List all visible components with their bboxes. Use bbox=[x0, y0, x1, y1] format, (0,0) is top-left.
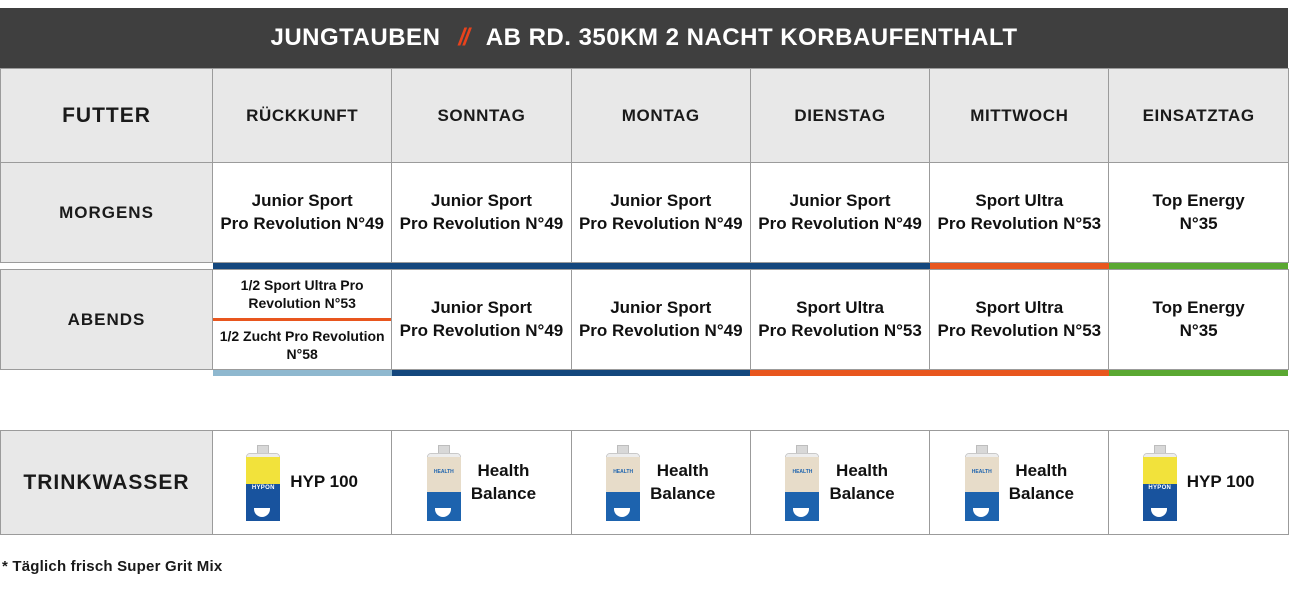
cell-abends-dienstag bbox=[750, 270, 929, 370]
product-line1: Top Energy bbox=[1152, 297, 1245, 317]
cell-abends-mittwoch bbox=[930, 270, 1109, 370]
product-line1: Junior Sport bbox=[610, 190, 712, 210]
water-product-line1: Health bbox=[836, 461, 889, 481]
product-name bbox=[572, 190, 750, 236]
column-header-futter: FUTTER bbox=[1, 69, 213, 163]
water-cell-inner bbox=[751, 431, 929, 534]
cell-abends-sonntag bbox=[392, 270, 571, 370]
cell-water-rueckkunft bbox=[213, 431, 392, 535]
product-name bbox=[392, 297, 570, 343]
bar-top-dienstag bbox=[750, 263, 929, 270]
page-header bbox=[0, 8, 1288, 68]
product-line1: Sport Ultra bbox=[975, 297, 1064, 317]
bar-spacer bbox=[1, 263, 213, 270]
water-table bbox=[0, 430, 1289, 535]
product-line2: Pro Revolution N°58 bbox=[285, 328, 385, 363]
row-label-morgens: MORGENS bbox=[1, 163, 213, 263]
bar-bottom-dienstag bbox=[750, 370, 929, 377]
column-header-rueckkunft: RÜCKKUNFT bbox=[213, 69, 392, 163]
table-row-morgens bbox=[1, 163, 1289, 263]
cell-morgens-mittwoch bbox=[930, 163, 1109, 263]
cell-morgens-dienstag bbox=[750, 163, 929, 263]
cell-water-einsatztag bbox=[1109, 431, 1288, 535]
product-name bbox=[213, 327, 391, 363]
water-product-line1: HYP 100 bbox=[290, 472, 359, 492]
product-line1: 1/2 Sport Ultra bbox=[240, 276, 337, 293]
column-header-montag: MONTAG bbox=[571, 69, 750, 163]
bar-bottom-montag bbox=[571, 370, 750, 377]
split-cell-top bbox=[213, 270, 391, 318]
bottle-brand-text: HEALTH bbox=[433, 468, 454, 475]
health-balance-bottle-icon bbox=[427, 445, 461, 521]
cell-water-sonntag bbox=[392, 431, 571, 535]
water-product-line1: Health bbox=[477, 461, 530, 481]
cell-morgens-rueckkunft bbox=[213, 163, 392, 263]
table-row-trinkwasser bbox=[1, 431, 1289, 535]
cell-abends-montag bbox=[571, 270, 750, 370]
bar-spacer bbox=[1, 370, 213, 377]
product-line1: Sport Ultra bbox=[796, 297, 884, 317]
hyp100-bottle-icon bbox=[1143, 445, 1177, 521]
water-cell-inner bbox=[572, 431, 750, 534]
water-product-label bbox=[1009, 460, 1074, 504]
footnote: * Täglich frisch Super Grit Mix bbox=[2, 558, 223, 575]
water-table-wrapper bbox=[0, 430, 1288, 535]
product-line2: Pro Revolution N°49 bbox=[578, 213, 743, 233]
water-product-line2: Balance bbox=[1008, 483, 1074, 503]
product-line2: Pro Revolution N°53 bbox=[937, 320, 1102, 340]
water-cell-inner bbox=[1109, 431, 1287, 534]
color-bar-row-top bbox=[1, 263, 1289, 270]
water-product-label bbox=[1187, 471, 1255, 493]
product-name bbox=[572, 297, 750, 343]
feeding-table-wrapper bbox=[0, 68, 1288, 376]
water-product-label bbox=[290, 471, 358, 493]
product-line2: Pro Revolution N°49 bbox=[399, 213, 564, 233]
color-bar-row-bottom bbox=[1, 370, 1289, 377]
product-line1: Sport Ultra bbox=[975, 190, 1064, 210]
hyp100-bottle-icon bbox=[246, 445, 280, 521]
product-name bbox=[1109, 297, 1287, 343]
bar-bottom-mittwoch bbox=[930, 370, 1109, 377]
row-label-abends: ABENDS bbox=[1, 270, 213, 370]
product-line1: Junior Sport bbox=[430, 297, 532, 317]
product-line1: 1/2 Zucht bbox=[219, 328, 282, 345]
health-balance-bottle-icon bbox=[965, 445, 999, 521]
product-name bbox=[213, 190, 391, 236]
product-name bbox=[751, 190, 929, 236]
cell-morgens-sonntag bbox=[392, 163, 571, 263]
bar-top-mittwoch bbox=[930, 263, 1109, 270]
water-cell-inner bbox=[930, 431, 1108, 534]
row-label-trinkwasser: TRINKWASSER bbox=[1, 431, 213, 535]
bar-bottom-sonntag bbox=[392, 370, 571, 377]
product-line2: Pro Revolution N°49 bbox=[399, 320, 564, 340]
water-product-line2: Balance bbox=[829, 483, 895, 503]
product-name bbox=[751, 297, 929, 343]
product-line2: Pro Revolution N°49 bbox=[758, 213, 922, 233]
product-line2: N°35 bbox=[1179, 320, 1218, 340]
health-balance-bottle-icon bbox=[785, 445, 819, 521]
column-header-einsatztag: EINSATZTAG bbox=[1109, 69, 1288, 163]
cell-water-montag bbox=[571, 431, 750, 535]
water-cell-inner bbox=[213, 431, 391, 534]
cell-morgens-montag bbox=[571, 163, 750, 263]
bottle-brand-text: HEALTH bbox=[792, 468, 813, 475]
bar-bottom-einsatztag bbox=[1109, 370, 1288, 377]
header-separator-icon: // bbox=[458, 24, 468, 51]
water-product-label bbox=[650, 460, 715, 504]
table-row-abends bbox=[1, 270, 1289, 370]
column-header-dienstag: DIENSTAG bbox=[750, 69, 929, 163]
water-product-line1: Health bbox=[1015, 461, 1068, 481]
bar-bottom-rueckkunft bbox=[213, 370, 392, 377]
cell-abends-rueckkunft bbox=[213, 270, 392, 370]
bar-top-rueckkunft bbox=[213, 263, 392, 270]
bottle-brand-text: HEALTH bbox=[613, 468, 634, 475]
water-product-label bbox=[829, 460, 894, 504]
feeding-table bbox=[0, 68, 1289, 376]
bottle-brand-text: HEALTH bbox=[971, 468, 992, 475]
bottle-brand-text: HYPON bbox=[1148, 484, 1172, 491]
health-balance-bottle-icon bbox=[606, 445, 640, 521]
bar-top-einsatztag bbox=[1109, 263, 1288, 270]
cell-morgens-einsatztag bbox=[1109, 163, 1288, 263]
header-title-left: JUNGTAUBEN bbox=[270, 24, 441, 51]
product-line1: Junior Sport bbox=[251, 190, 353, 210]
cell-water-mittwoch bbox=[930, 431, 1109, 535]
column-header-mittwoch: MITTWOCH bbox=[930, 69, 1109, 163]
water-product-line1: Health bbox=[656, 461, 709, 481]
product-line1: Junior Sport bbox=[430, 190, 532, 210]
header-title-right: AB RD. 350KM 2 NACHT KORBAUFENTHALT bbox=[485, 24, 1018, 51]
product-line2: Pro Revolution N°53 bbox=[937, 213, 1102, 233]
product-line2: Pro Revolution N°53 bbox=[758, 320, 922, 340]
product-name bbox=[930, 190, 1108, 236]
product-name bbox=[392, 190, 570, 236]
product-line1: Junior Sport bbox=[610, 297, 712, 317]
product-line2: Pro Revolution N°49 bbox=[220, 213, 384, 233]
split-cell-bottom bbox=[213, 321, 391, 369]
bar-top-montag bbox=[571, 263, 750, 270]
product-name bbox=[1109, 190, 1287, 236]
product-line2: N°35 bbox=[1179, 213, 1218, 233]
split-cell bbox=[213, 270, 391, 369]
page-header-inner bbox=[271, 24, 1018, 52]
bar-top-sonntag bbox=[392, 263, 571, 270]
table-header-row bbox=[1, 69, 1289, 163]
product-name bbox=[213, 276, 391, 312]
product-line2: Pro Revolution N°49 bbox=[578, 320, 743, 340]
product-name bbox=[930, 297, 1108, 343]
water-product-line1: HYP 100 bbox=[1186, 472, 1255, 492]
product-line1: Top Energy bbox=[1152, 190, 1245, 210]
water-cell-inner bbox=[392, 431, 570, 534]
column-header-sonntag: SONNTAG bbox=[392, 69, 571, 163]
cell-abends-einsatztag bbox=[1109, 270, 1288, 370]
cell-water-dienstag bbox=[750, 431, 929, 535]
water-product-label bbox=[471, 460, 536, 504]
water-product-line2: Balance bbox=[470, 483, 537, 503]
product-line2: Pro Revolution N°53 bbox=[248, 276, 364, 311]
product-line1: Junior Sport bbox=[789, 190, 891, 210]
water-product-line2: Balance bbox=[650, 483, 716, 503]
bottle-brand-text: HYPON bbox=[251, 484, 275, 491]
